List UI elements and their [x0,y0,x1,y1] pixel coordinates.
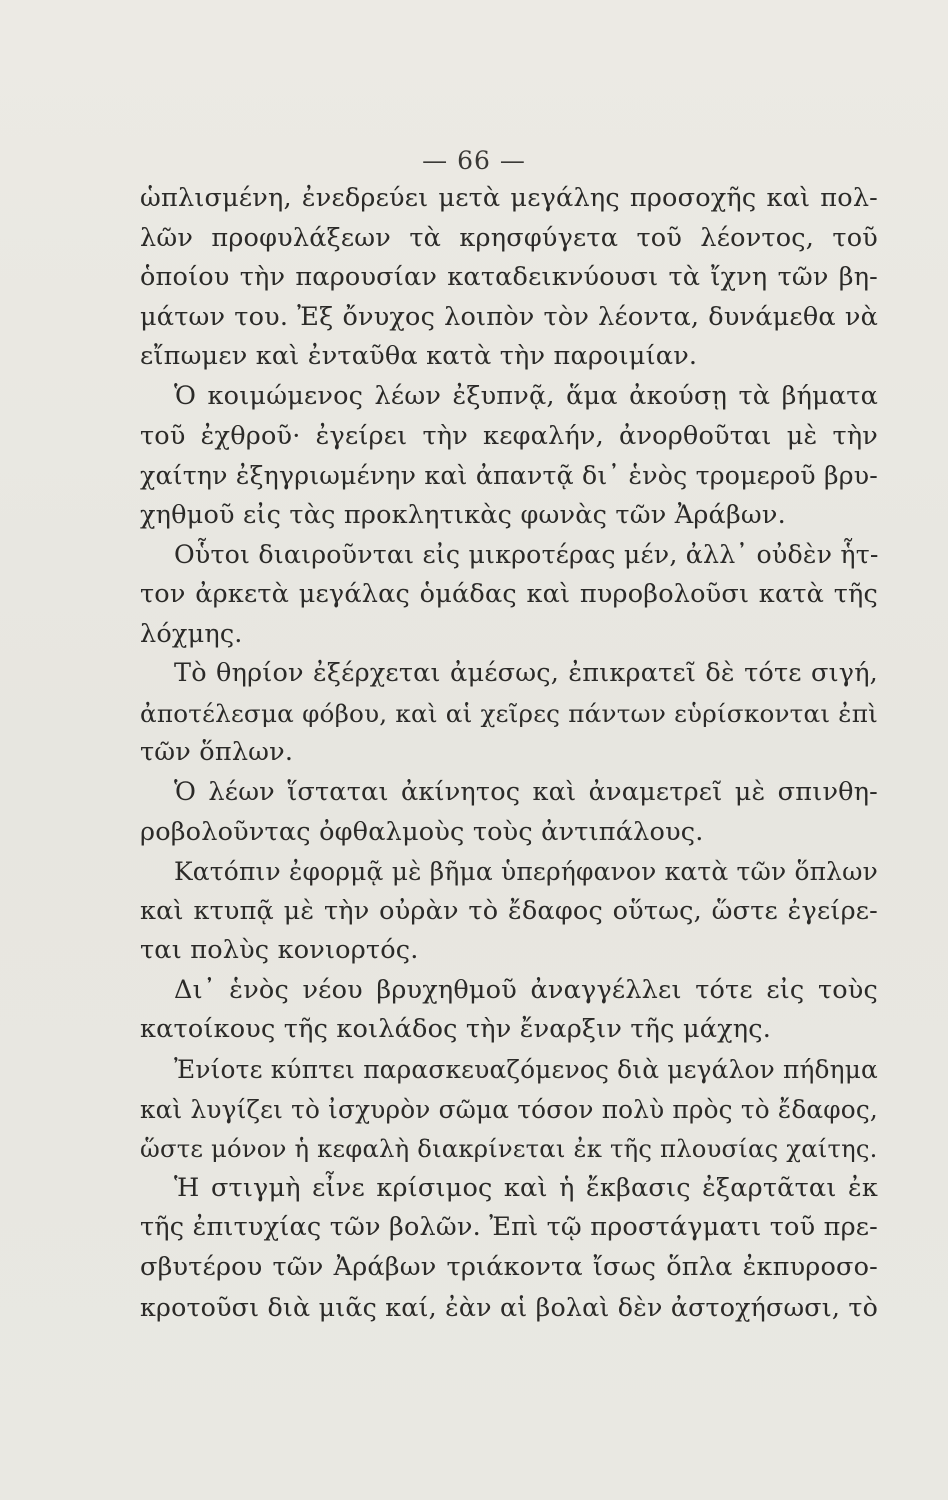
text-line: εἴπωμεν καὶ ἐνταῦθα κατὰ τὴν παροιμίαν. [140,341,698,372]
text-line: χαίτην ἐξηγριωμένην καὶ ἀπαντᾷ δι᾽ ἑνὸς τρομεροῦ βρυ- [140,461,878,491]
text-line: Ἡ στιγμὴ εἶνε κρίσιμος καὶ ἡ ἔκβασις ἐξαρτᾶται ἐκ [174,1172,878,1203]
text-line: τον ἀρκετὰ μεγάλας ὁμάδας καὶ πυροβολοῦσι κατὰ τῆς [140,578,878,609]
text-line: ται πολὺς κονιορτός. [140,935,419,966]
text-line: χηθμοῦ εἰς τὰς προκλητικὰς φωνὰς τῶν Ἀράβων. [140,499,786,530]
text-line: Ὁ κοιμώμενος λέων ἐξυπνᾷ, ἅμα ἀκούσῃ τὰ βήματα [174,380,878,411]
page-number: — 66 — [422,146,526,175]
text-line: κατοίκους τῆς κοιλάδος τὴν ἔναρξιν τῆς μάχης. [140,1014,772,1045]
text-line: λόχμης. [140,618,243,649]
text-line: καὶ λυγίζει τὸ ἰσχυρὸν σῶμα τόσον πολὺ πρὸς τὸ ἔδαφος, [140,1094,878,1124]
text-line: κροτοῦσι διὰ μιᾶς καί, ἐὰν αἱ βολαὶ δὲν ἀστοχήσωσι, τὸ [140,1292,878,1322]
text-line: καὶ κτυπᾷ μὲ τὴν οὐρὰν τὸ ἔδαφος οὕτως, ὥστε ἐγείρε- [140,895,878,926]
text-line: τοῦ ἐχθροῦ· ἐγείρει τὴν κεφαλήν, ἀνορθοῦται μὲ τὴν [140,420,878,451]
text-line: ὁποίου τὴν παρουσίαν καταδεικνύουσι τὰ ἴχνη τῶν βη- [140,262,878,293]
text-line: ὥστε μόνον ἡ κεφαλὴ διακρίνεται ἐκ τῆς πλουσίας χαίτης. [140,1134,878,1164]
text-line: τῶν ὅπλων. [140,737,294,768]
text-line: Ὁ λέων ἵσταται ἀκίνητος καὶ ἀναμετρεῖ μὲ σπινθη- [174,776,878,807]
text-line: Οὗτοι διαιροῦνται εἰς μικροτέρας μέν, ἀλλ᾽ οὐδὲν ἧτ- [174,540,879,570]
body-text [140,179,878,1327]
text-line: ὡπλισμένη, ἐνεδρεύει μετὰ μεγάλης προσοχῆς καὶ πολ- [140,183,878,213]
text-line: Κατόπιν ἐφορμᾷ μὲ βῆμα ὑπερήφανον κατὰ τῶν ὅπλων [174,857,878,887]
text-line: λῶν προφυλάξεων τὰ κρησφύγετα τοῦ λέοντος, τοῦ [140,222,878,253]
text-line: Δι᾽ ἑνὸς νέου βρυχηθμοῦ ἀναγγέλλει τότε εἰς τοὺς [174,974,878,1005]
text-line: τῆς ἐπιτυχίας τῶν βολῶν. Ἐπὶ τῷ προστάγματι τοῦ πρε- [140,1212,878,1243]
text-line: σβυτέρου τῶν Ἀράβων τριάκοντα ἴσως ὅπλα ἐκπυροσο- [140,1252,878,1283]
text-line: ἀποτέλεσμα φόβου, καὶ αἱ χεῖρες πάντων εὑρίσκονται ἐπὶ [140,698,878,728]
text-line: μάτων του. Ἐξ ὄνυχος λοιπὸν τὸν λέοντα, δυνάμεθα νὰ [140,301,878,332]
text-line: Ἐνίοτε κύπτει παρασκευαζόμενος διὰ μεγάλον πήδημα [174,1055,878,1085]
text-line: Τὸ θηρίον ἐξέρχεται ἀμέσως, ἐπικρατεῖ δὲ τότε σιγή, [174,658,878,689]
text-line: ροβολοῦντας ὀφθαλμοὺς τοὺς ἀντιπάλους. [140,816,704,847]
